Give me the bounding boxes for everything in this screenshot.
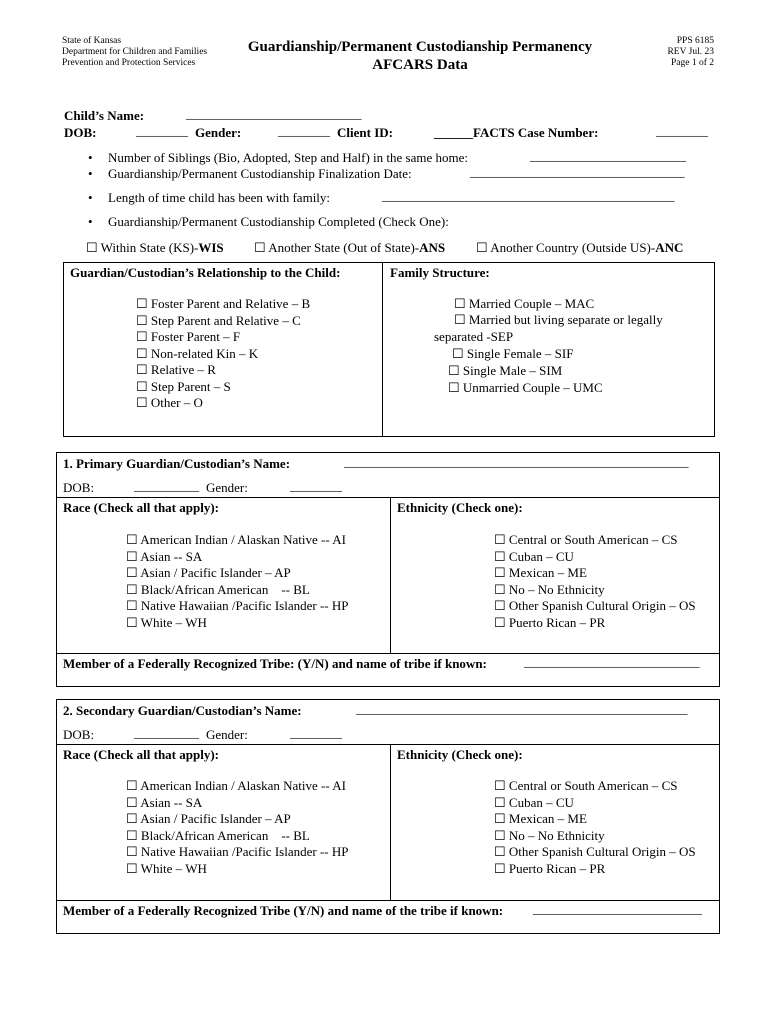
primary-guardian-dob-field[interactable]: __________ [134, 478, 199, 493]
relationship-option-f[interactable]: ☐ Foster Parent – F [136, 329, 310, 346]
family-option-sim[interactable]: ☐ Single Male – SIM [448, 363, 562, 380]
secondary-guardian-heading: 2. Secondary Guardian/Custodian’s Name: [63, 703, 302, 718]
siblings-question [108, 150, 468, 166]
primary-ethnicity-os[interactable]: ☐ Other Spanish Cultural Origin – OS [494, 598, 696, 615]
primary-race-wh[interactable]: ☐ White – WH [126, 615, 348, 632]
option-another-country[interactable]: ☐ Another Country (Outside US)-ANC [476, 240, 684, 255]
family-option-mac[interactable]: ☐ Married Couple – MAC [454, 296, 594, 313]
primary-tribe-label: Member of a Federally Recognized Tribe: (Y/N) and name of tribe if known: [63, 656, 487, 671]
form-number-block [667, 36, 714, 69]
time-with-family-question [108, 190, 330, 206]
primary-race-sa[interactable]: ☐ Asian -- SA [126, 549, 348, 566]
option-another-state[interactable]: ☐ Another State (Out of State)-ANS [254, 240, 446, 255]
secondary-guardian-gender-field[interactable]: ________ [290, 725, 342, 740]
secondary-ethnicity-heading: Ethnicity (Check one): [397, 747, 523, 762]
secondary-race-ai[interactable]: ☐ American Indian / Alaskan Native -- AI [126, 778, 348, 795]
family-option-sif[interactable]: ☐ Single Female – SIF [452, 346, 573, 363]
secondary-race-sa[interactable]: ☐ Asian -- SA [126, 795, 348, 812]
primary-ethnicity-me[interactable]: ☐ Mexican – ME [494, 565, 696, 582]
secondary-race-heading: Race (Check all that apply): [63, 747, 219, 762]
primary-guardian-gender-field[interactable]: ________ [290, 478, 342, 493]
primary-guardian-gender-label: Gender: [206, 480, 248, 495]
dob-field[interactable]: ________ [136, 123, 188, 138]
relationship-family-divider [382, 262, 383, 437]
facts-case-number-field[interactable]: ________ [656, 123, 708, 138]
secondary-race-hp[interactable]: ☐ Native Hawaiian /Pacific Islander -- HP [126, 844, 348, 861]
relationship-option-k[interactable]: ☐ Non-related Kin – K [136, 346, 310, 363]
finalization-date-field[interactable]: _________________________________ [470, 164, 685, 179]
form-title [210, 38, 630, 74]
secondary-ethnicity-options [494, 778, 696, 877]
agency-line-state: State of Kansas [62, 36, 122, 46]
secondary-tribe-field[interactable]: __________________________ [533, 901, 702, 916]
agency-line-department: Department for Children and Families [62, 47, 208, 57]
checkbox-icon[interactable]: ☐ [86, 240, 98, 255]
option-within-state[interactable]: ☐ Within State (KS)-WIS [86, 240, 224, 255]
primary-race-ap[interactable]: ☐ Asian / Pacific Islander – AP [126, 565, 348, 582]
facts-case-number-label: ______FACTS Case Number: [434, 125, 599, 140]
gender-field[interactable]: ________ [278, 123, 330, 138]
secondary-guardian-name-field[interactable]: ___________________________________________________ [356, 701, 688, 716]
secondary-guardian-gender-label: Gender: [206, 727, 248, 742]
secondary-guardian-dob-field[interactable]: __________ [134, 725, 199, 740]
secondary-guardian-dob-label: DOB: [63, 727, 95, 742]
siblings-label: Number of Siblings (Bio, Adopted, Step and Half) in the same home: [108, 150, 468, 165]
primary-ethnicity-cu[interactable]: ☐ Cuban – CU [494, 549, 696, 566]
dob-label: DOB: [64, 125, 97, 140]
primary-ethnicity-heading: Ethnicity (Check one): [397, 500, 523, 515]
relationship-option-b[interactable]: ☐ Foster Parent and Relative – B [136, 296, 310, 313]
finalization-date-label: Guardianship/Permanent Custodianship Finalization Date: [108, 166, 412, 181]
primary-ethnicity-cs[interactable]: ☐ Central or South American – CS [494, 532, 696, 549]
time-with-family-label: Length of time child has been with family: [108, 190, 331, 205]
siblings-field[interactable]: ________________________ [530, 148, 686, 163]
checkbox-icon[interactable]: ☐ [476, 240, 488, 255]
form-number: PPS 6185 [676, 36, 714, 46]
primary-ethnicity-pr[interactable]: ☐ Puerto Rican – PR [494, 615, 696, 632]
primary-guardian-header-divider [56, 497, 720, 498]
secondary-ethnicity-cs[interactable]: ☐ Central or South American – CS [494, 778, 696, 795]
relationship-options [136, 296, 310, 412]
primary-race-options [126, 532, 348, 631]
client-id-label: Client ID: [337, 125, 393, 140]
primary-race-heading: Race (Check all that apply): [63, 500, 219, 515]
primary-race-bl[interactable]: ☐ Black/African American -- BL [126, 582, 348, 599]
checkbox-icon[interactable]: ☐ [254, 240, 266, 255]
child-name-field[interactable]: ___________________________ [186, 106, 362, 121]
family-option-sep-cont: separated -SEP [434, 329, 514, 344]
relationship-option-s[interactable]: ☐ Step Parent – S [136, 379, 310, 396]
primary-guardian-heading: 1. Primary Guardian/Custodian’s Name: [63, 456, 291, 471]
form-revision: REV Jul. 23 [667, 47, 714, 57]
agency-line-division: Prevention and Protection Services [62, 58, 196, 68]
secondary-guardian-col-divider [390, 744, 391, 900]
primary-race-hp[interactable]: ☐ Native Hawaiian /Pacific Islander -- HP [126, 598, 348, 615]
finalization-date-question [108, 166, 412, 182]
primary-guardian-col-divider [390, 497, 391, 653]
gender-label: Gender: [195, 125, 242, 140]
primary-guardian-name-field[interactable]: _____________________________________________________ [344, 454, 689, 469]
completed-question [108, 214, 449, 230]
primary-ethnicity-options [494, 532, 696, 631]
secondary-race-options [126, 778, 348, 877]
secondary-ethnicity-me[interactable]: ☐ Mexican – ME [494, 811, 696, 828]
secondary-guardian-header-divider [56, 744, 720, 745]
relationship-heading: Guardian/Custodian’s Relationship to the Child: [70, 265, 341, 280]
secondary-tribe-label: Member of a Federally Recognized Tribe (Y/N) and name of the tribe if known: [63, 903, 504, 918]
primary-race-ai[interactable]: ☐ American Indian / Alaskan Native -- AI [126, 532, 348, 549]
family-option-umc[interactable]: ☐ Unmarried Couple – UMC [448, 380, 603, 397]
time-with-family-field[interactable]: _____________________________________________ [382, 188, 675, 203]
family-structure-heading: Family Structure: [390, 265, 490, 280]
form-title-line1: Guardianship/Permanent Custodianship Permanency [247, 39, 593, 55]
secondary-race-wh[interactable]: ☐ White – WH [126, 861, 348, 878]
secondary-ethnicity-no[interactable]: ☐ No – No Ethnicity [494, 828, 696, 845]
primary-tribe-field[interactable]: ___________________________ [524, 654, 700, 669]
secondary-ethnicity-pr[interactable]: ☐ Puerto Rican – PR [494, 861, 696, 878]
relationship-option-r[interactable]: ☐ Relative – R [136, 362, 310, 379]
secondary-ethnicity-cu[interactable]: ☐ Cuban – CU [494, 795, 696, 812]
child-name-label: Child’s Name: [64, 108, 145, 123]
secondary-ethnicity-os[interactable]: ☐ Other Spanish Cultural Origin – OS [494, 844, 696, 861]
completed-label: Guardianship/Permanent Custodianship Completed (Check One): [108, 214, 449, 229]
relationship-option-o[interactable]: ☐ Other – O [136, 395, 310, 412]
secondary-race-ap[interactable]: ☐ Asian / Pacific Islander – AP [126, 811, 348, 828]
form-title-line2: AFCARS Data [372, 57, 468, 73]
secondary-race-bl[interactable]: ☐ Black/African American -- BL [126, 828, 348, 845]
relationship-option-c[interactable]: ☐ Step Parent and Relative – C [136, 313, 310, 330]
page-number: Page 1 of 2 [670, 58, 714, 68]
primary-ethnicity-no[interactable]: ☐ No – No Ethnicity [494, 582, 696, 599]
agency-block [62, 36, 207, 69]
primary-guardian-dob-label: DOB: [63, 480, 95, 495]
family-option-sep[interactable]: ☐ Married but living separate or legally [454, 312, 663, 329]
